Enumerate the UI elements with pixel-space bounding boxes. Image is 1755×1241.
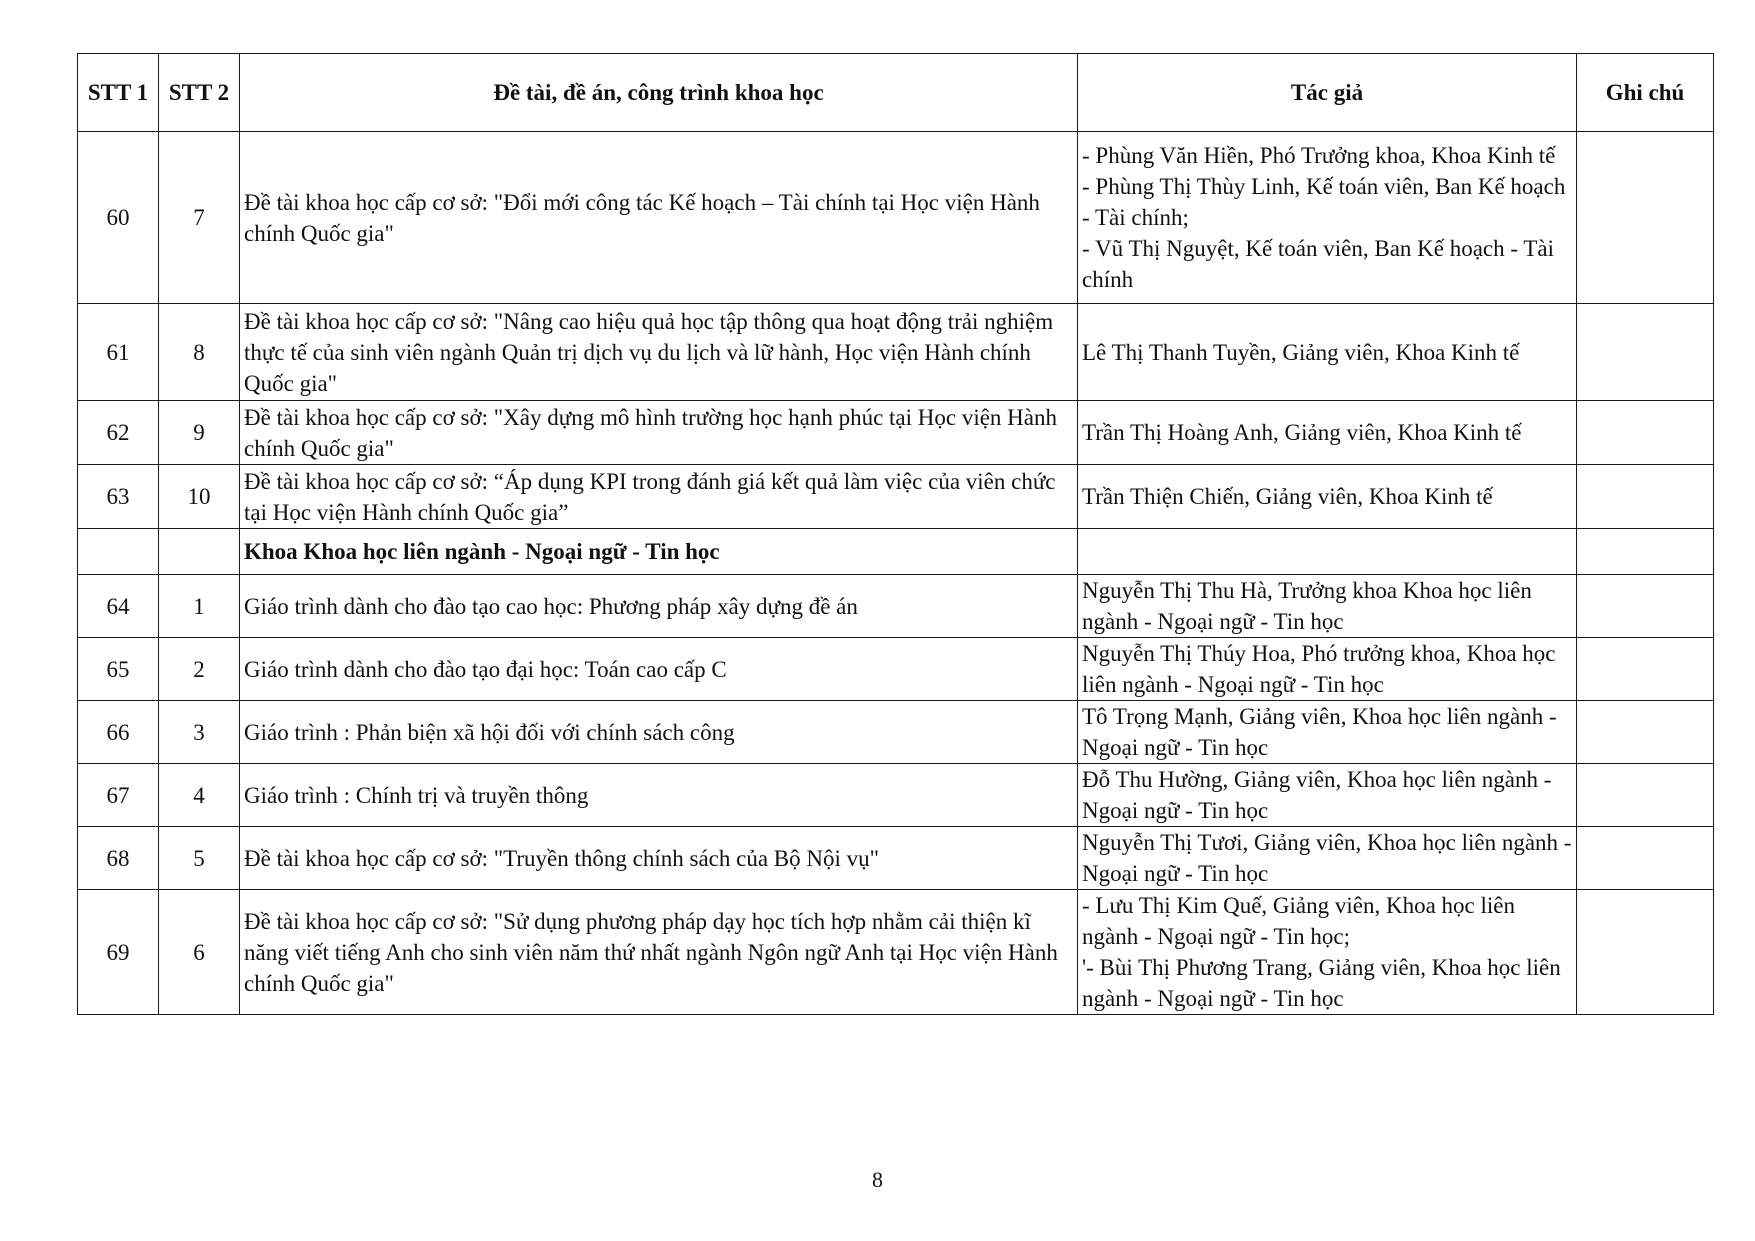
cell-topic: Đề tài khoa học cấp cơ sở: "Xây dựng mô hình trường học hạnh phúc tại Học viện Hành chính Quốc gia" — [240, 401, 1078, 465]
cell-authors — [1078, 764, 1577, 827]
table-row — [78, 890, 1714, 1015]
cell-stt1: 68 — [78, 827, 159, 890]
cell-note — [1577, 764, 1714, 827]
section-empty-cell — [1577, 529, 1714, 575]
cell-stt2: 5 — [159, 827, 240, 890]
author-entry: - Phùng Văn Hiền, Phó Trưởng khoa, Khoa Kinh tế — [1082, 143, 1556, 168]
cell-stt2: 6 — [159, 890, 240, 1015]
cell-note — [1577, 304, 1714, 401]
author-entry: Đỗ Thu Hường, Giảng viên, Khoa học liên ngành - Ngoại ngữ - Tin học — [1082, 767, 1552, 823]
cell-note — [1577, 575, 1714, 638]
cell-stt2: 8 — [159, 304, 240, 401]
cell-stt2: 3 — [159, 701, 240, 764]
cell-note — [1577, 465, 1714, 529]
author-entry: Nguyễn Thị Tươi, Giảng viên, Khoa học liên ngành - Ngoại ngữ - Tin học — [1082, 830, 1572, 886]
cell-topic: Đề tài khoa học cấp cơ sở: "Truyền thông chính sách của Bộ Nội vụ" — [240, 827, 1078, 890]
author-entry: Trần Thị Hoàng Anh, Giảng viên, Khoa Kinh tế — [1082, 420, 1522, 445]
table-row — [78, 132, 1714, 304]
cell-stt2: 1 — [159, 575, 240, 638]
cell-stt2: 4 — [159, 764, 240, 827]
section-empty-cell — [1078, 529, 1577, 575]
cell-authors — [1078, 701, 1577, 764]
cell-topic: Đề tài khoa học cấp cơ sở: "Đổi mới công tác Kế hoạch – Tài chính tại Học viện Hành chính Quốc gia" — [240, 132, 1078, 304]
header-stt1: STT 1 — [78, 54, 159, 132]
table-row — [78, 701, 1714, 764]
cell-note — [1577, 701, 1714, 764]
cell-stt1: 69 — [78, 890, 159, 1015]
header-topic: Đề tài, đề án, công trình khoa học — [240, 54, 1078, 132]
cell-stt1: 67 — [78, 764, 159, 827]
cell-topic: Giáo trình dành cho đào tạo đại học: Toán cao cấp C — [240, 638, 1078, 701]
cell-authors — [1078, 132, 1577, 304]
cell-stt2: 10 — [159, 465, 240, 529]
header-note: Ghi chú — [1577, 54, 1714, 132]
section-empty-cell — [78, 529, 159, 575]
cell-authors — [1078, 638, 1577, 701]
cell-authors — [1078, 304, 1577, 401]
author-entry: Tô Trọng Mạnh, Giảng viên, Khoa học liên ngành - Ngoại ngữ - Tin học — [1082, 704, 1557, 760]
author-entry: - Lưu Thị Kim Quế, Giảng viên, Khoa học liên ngành - Ngoại ngữ - Tin học; — [1082, 893, 1515, 949]
cell-stt1: 64 — [78, 575, 159, 638]
table-row — [78, 827, 1714, 890]
cell-stt1: 63 — [78, 465, 159, 529]
table-row — [78, 304, 1714, 401]
cell-authors — [1078, 890, 1577, 1015]
cell-topic: Đề tài khoa học cấp cơ sở: “Áp dụng KPI trong đánh giá kết quả làm việc của viên chức tại Học viện Hành chính Quốc gia” — [240, 465, 1078, 529]
table-header-row — [78, 54, 1714, 132]
cell-stt1: 60 — [78, 132, 159, 304]
table-row — [78, 401, 1714, 465]
cell-note — [1577, 827, 1714, 890]
section-empty-cell — [159, 529, 240, 575]
cell-topic: Đề tài khoa học cấp cơ sở: "Sử dụng phương pháp dạy học tích hợp nhằm cải thiện kĩ năng viết tiếng Anh cho sinh viên năm thứ nhất ngành Ngôn ngữ Anh tại Học viện Hành chính Quốc gia" — [240, 890, 1078, 1015]
author-entry: - Phùng Thị Thùy Linh, Kế toán viên, Ban Kế hoạch - Tài chính; — [1082, 174, 1566, 230]
header-stt2: STT 2 — [159, 54, 240, 132]
section-row — [78, 529, 1714, 575]
table-row — [78, 764, 1714, 827]
cell-authors — [1078, 401, 1577, 465]
cell-note — [1577, 890, 1714, 1015]
header-author: Tác giả — [1078, 54, 1577, 132]
author-entry: Trần Thiện Chiến, Giảng viên, Khoa Kinh tế — [1082, 484, 1493, 509]
cell-note — [1577, 638, 1714, 701]
author-entry: - Vũ Thị Nguyệt, Kế toán viên, Ban Kế hoạch - Tài chính — [1082, 236, 1555, 292]
cell-note — [1577, 401, 1714, 465]
page-number: 8 — [872, 1167, 883, 1192]
table-body — [78, 132, 1714, 1015]
author-entry: '- Bùi Thị Phương Trang, Giảng viên, Khoa học liên ngành - Ngoại ngữ - Tin học — [1082, 955, 1561, 1011]
cell-topic: Đề tài khoa học cấp cơ sở: "Nâng cao hiệu quả học tập thông qua hoạt động trải nghiệm thực tế của sinh viên ngành Quản trị dịch vụ du lịch và lữ hành, Học viện Hành chính Quốc gia" — [240, 304, 1078, 401]
cell-authors — [1078, 575, 1577, 638]
research-table — [77, 53, 1714, 1015]
table-row — [78, 638, 1714, 701]
table-row — [78, 575, 1714, 638]
cell-topic: Giáo trình dành cho đào tạo cao học: Phương pháp xây dựng đề án — [240, 575, 1078, 638]
cell-topic: Giáo trình : Chính trị và truyền thông — [240, 764, 1078, 827]
table-row — [78, 465, 1714, 529]
cell-stt1: 65 — [78, 638, 159, 701]
author-entry: Lê Thị Thanh Tuyền, Giảng viên, Khoa Kinh tế — [1082, 339, 1520, 365]
cell-topic: Giáo trình : Phản biện xã hội đối với chính sách công — [240, 701, 1078, 764]
cell-stt2: 9 — [159, 401, 240, 465]
cell-stt1: 62 — [78, 401, 159, 465]
author-entry: Nguyễn Thị Thu Hà, Trưởng khoa Khoa học liên ngành - Ngoại ngữ - Tin học — [1082, 578, 1532, 634]
cell-stt1: 66 — [78, 701, 159, 764]
section-title: Khoa Khoa học liên ngành - Ngoại ngữ - Tin học — [240, 529, 1078, 575]
cell-note — [1577, 132, 1714, 304]
cell-stt2: 2 — [159, 638, 240, 701]
cell-authors — [1078, 827, 1577, 890]
author-entry: Nguyễn Thị Thúy Hoa, Phó trưởng khoa, Khoa học liên ngành - Ngoại ngữ - Tin học — [1082, 641, 1556, 697]
cell-stt2: 7 — [159, 132, 240, 304]
cell-stt1: 61 — [78, 304, 159, 401]
cell-authors — [1078, 465, 1577, 529]
